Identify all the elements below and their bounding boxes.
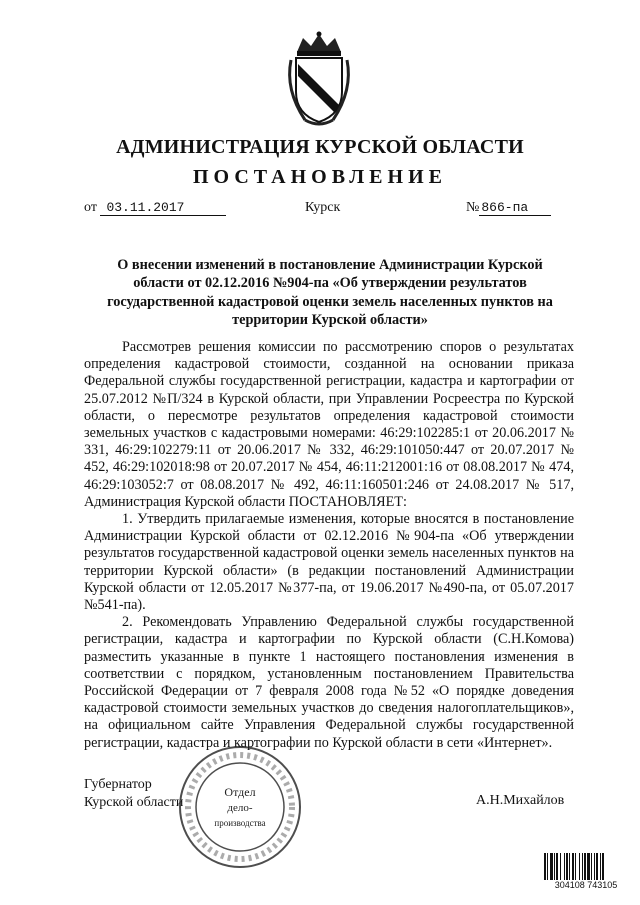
number-line bbox=[466, 200, 551, 216]
office-stamp bbox=[177, 744, 303, 870]
signatory-title-line-1: Губернатор bbox=[84, 777, 152, 792]
document-number: 866-па bbox=[479, 201, 551, 216]
date-prefix: от bbox=[84, 200, 97, 215]
organization-title: АДМИНИСТРАЦИЯ КУРСКОЙ ОБЛАСТИ bbox=[116, 136, 524, 158]
signatory-title-line-2: Курской области bbox=[84, 795, 184, 810]
signatory-title bbox=[84, 776, 183, 812]
document-body bbox=[84, 339, 574, 752]
stamp-line-2: дело- bbox=[227, 802, 253, 814]
document-subject: О внесении изменений в постановление Администрации Курской области от 02.12.2016 №904-па «Об утверждении результатов государственной кадастровой оценки земель населенных пунктов на территории Курской области» bbox=[107, 257, 553, 328]
preamble-paragraph: Рассмотрев решения комиссии по рассмотрению споров о результатах определения кадастровой стоимости, созданной на основании приказа Федеральной службы государственной регистрации, кадастра и картографии от 25.07.2012 №П/324 в Курской области, при Управлении Росреестра по Курской области, о пересмотре результатов определения кадастровой стоимости земельных участков с кадастровыми номерами: 46:29:102285:1 от 20.06.2017 № 331, 46:29:102279:11 от 20.06.2017 № 332, 46:29:101050:447 от 20.07.2017 № 452, 46:29:102018:98 от 20.07.2017 № 454, 46:11:212001:16 от 08.08.2017 № 474, 46:29:103052:7 от 08.08.2017 № 492, 46:11:160501:246 от 24.08.2017 № 517, Администрация Курской области ПОСТАНОВЛЯЕТ: bbox=[84, 339, 574, 510]
document-type: ПОСТАНОВЛЕНИЕ bbox=[193, 166, 447, 188]
barcode-number: 304108 743105 bbox=[543, 880, 629, 890]
item-2-paragraph: 2. Рекомендовать Управлению Федеральной службы государственной регистрации, кадастра и картографии по Курской области (С.Н.Комова) разместить указанные в пункте 1 настоящего постановления изменения в соответствии с порядком, установленным постановлением Правительства Российской Федерации от 7 февраля 2008 года №52 «О порядке доведения кадастровой стоимости земельных участков до сведения налогоплательщиков», на официальном сайте Управления Федеральной службы государственной регистрации, кадастра и картографии по Курской области в сети «Интернет». bbox=[84, 614, 574, 751]
item-1-paragraph: 1. Утвердить прилагаемые изменения, которые вносятся в постановление Администрации Курской области от 02.12.2016 №904-па «Об утверждении результатов государственной кадастровой оценки земель населенных пунктов на территории Курской области» (в редакции постановлений Администрации Курской области от 12.05.2017 №377-па, от 19.06.2017 №490-па, от 05.07.2017 №541-па). bbox=[84, 511, 574, 614]
number-prefix: № bbox=[466, 200, 480, 215]
stamp-line-1: Отдел bbox=[224, 785, 256, 799]
stamp-line-3: производства bbox=[214, 818, 266, 828]
coat-of-arms-icon bbox=[283, 30, 355, 128]
document-date: 03.11.2017 bbox=[100, 201, 226, 216]
city: Курск bbox=[305, 200, 341, 215]
date-line bbox=[84, 200, 226, 216]
signatory-name: А.Н.Михайлов bbox=[476, 793, 565, 808]
